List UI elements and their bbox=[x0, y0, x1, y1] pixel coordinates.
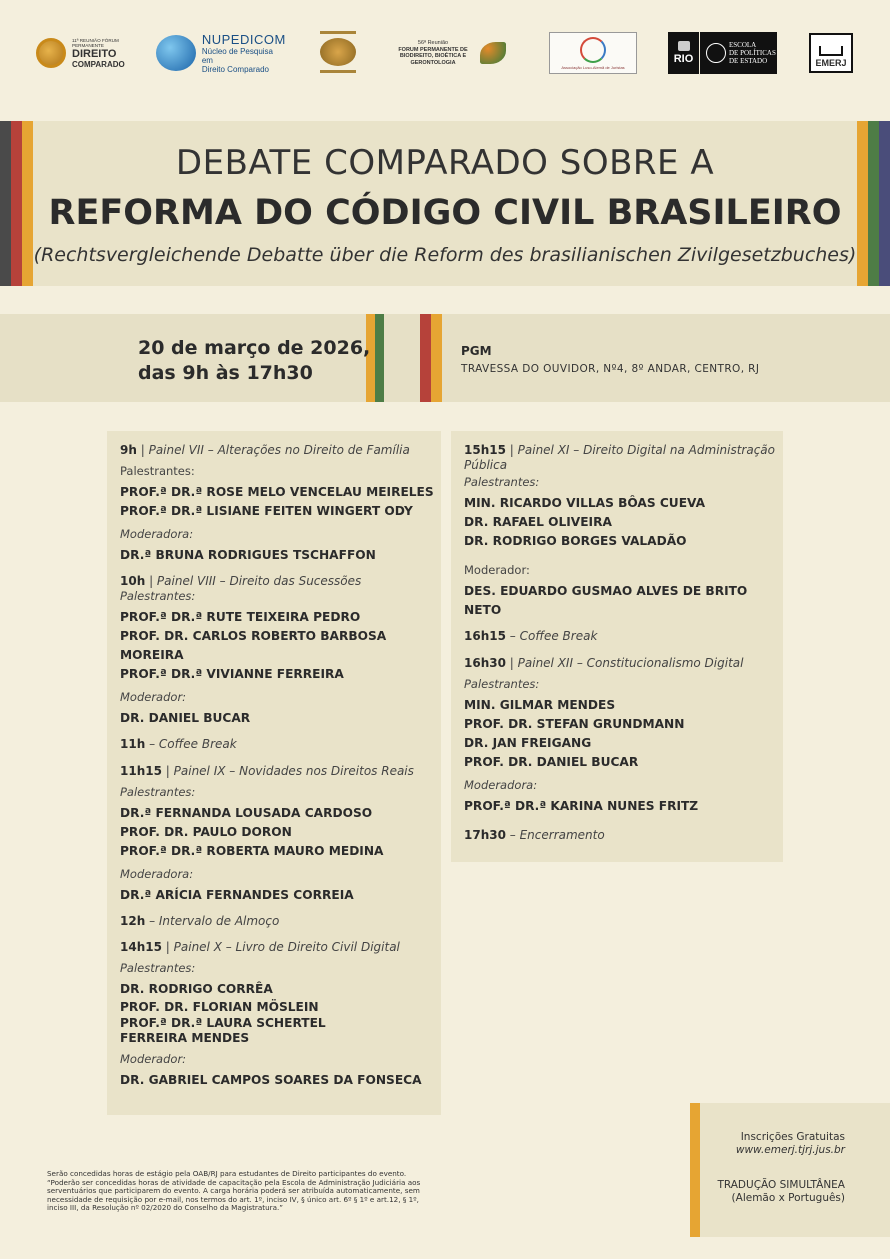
logo-1-subtitle: COMPARADO bbox=[72, 59, 125, 69]
circle-emblem-icon bbox=[580, 37, 606, 63]
speaker: PROF. DR. FLORIAN MÖSLEIN bbox=[120, 1000, 319, 1014]
speakers-list bbox=[464, 494, 779, 551]
seal-bar bbox=[320, 31, 356, 34]
title-german-subtitle: (Rechtsvergleichende Debatte über die Reform des brasilianischen Zivilgesetzbuches) bbox=[33, 244, 857, 266]
speaker: PROF. DR. PAULO DORON bbox=[120, 825, 292, 839]
speakers-label: Palestrantes: bbox=[120, 464, 195, 478]
moderator: DR. GABRIEL CAMPOS SOARES DA FONSECA bbox=[120, 1073, 422, 1087]
stripe-red-venue bbox=[420, 314, 431, 402]
session-time: 10h bbox=[120, 574, 146, 588]
moderator: DR.ª ARÍCIA FERNANDES CORREIA bbox=[120, 888, 354, 902]
speaker: PROF.ª DR.ª VIVIANNE FERREIRA bbox=[120, 667, 344, 681]
registration-website[interactable]: www.emerj.tjrj.jus.br bbox=[735, 1144, 845, 1156]
globe-icon bbox=[156, 35, 196, 71]
speakers-label: Palestrantes: bbox=[120, 589, 196, 603]
nupedicom-subtitle-1: Núcleo de Pesquisa em bbox=[201, 47, 273, 65]
closing-name: – Encerramento bbox=[509, 828, 605, 842]
moderator-label: Moderador: bbox=[464, 563, 530, 577]
session-name: | Painel IX – Novidades nos Direitos Reais bbox=[165, 764, 414, 778]
session-title bbox=[120, 764, 438, 779]
footer-info-box bbox=[690, 1103, 890, 1237]
date-band bbox=[0, 314, 890, 402]
emerj-text: EMERJ bbox=[815, 58, 847, 68]
schedule-left bbox=[120, 443, 438, 1090]
break-title bbox=[464, 629, 779, 644]
event-date-line-2: das 9h às 17h30 bbox=[138, 362, 313, 384]
forum56-line-3: BIODIREITO, BIOÉTICA E bbox=[399, 53, 467, 59]
logo-prefeitura-rio bbox=[668, 32, 699, 74]
session-name: | Painel VII – Alterações no Direito de Família bbox=[140, 443, 410, 457]
session-name: | Painel X – Livro de Direito Civil Digital bbox=[165, 940, 400, 954]
escola-line-3: DE ESTADO bbox=[729, 57, 768, 65]
moderator-label: Moderador: bbox=[120, 690, 187, 704]
speakers-list bbox=[120, 608, 438, 684]
speakers-label: Palestrantes: bbox=[120, 961, 196, 975]
break-time: 12h bbox=[120, 914, 146, 928]
leaf-icon bbox=[480, 42, 506, 64]
escola-line-1: ESCOLA bbox=[729, 41, 757, 49]
speaker: MIN. GILMAR MENDES bbox=[464, 698, 616, 712]
association-name: Associação Luso-Alemã de Juristas bbox=[561, 64, 625, 70]
venue-address: TRAVESSA DO OUVIDOR, Nº4, 8º ANDAR, CENTRO, RJ bbox=[461, 363, 760, 375]
speakers-list bbox=[120, 980, 438, 1046]
break-title bbox=[120, 914, 438, 929]
moderator: PROF.ª DR.ª KARINA NUNES FRITZ bbox=[464, 799, 699, 813]
logo-forum-biodireito bbox=[392, 33, 514, 73]
stripe-green-date bbox=[375, 314, 384, 402]
speaker: PROF.ª DR.ª RUTE TEIXEIRA PEDRO bbox=[120, 610, 361, 624]
logo-emerj bbox=[809, 33, 853, 73]
title-line-1: DEBATE COMPARADO SOBRE A bbox=[175, 143, 715, 183]
registration-label: Inscrições Gratuitas bbox=[740, 1131, 845, 1143]
speaker: PROF.ª DR.ª LAURA SCHERTEL FERREIRA MENDES bbox=[120, 1016, 326, 1045]
logo-1-title: DIREITO bbox=[72, 47, 117, 60]
speaker: DR. JAN FREIGANG bbox=[464, 736, 592, 750]
speaker: PROF. DR. CARLOS ROBERTO BARBOSA MOREIRA bbox=[120, 629, 387, 662]
crest-icon bbox=[678, 41, 690, 51]
speaker: PROF.ª DR.ª ROSE MELO VENCELAU MEIRELES bbox=[120, 485, 434, 499]
closing-title bbox=[464, 828, 779, 843]
title-line-2: REFORMA DO CÓDIGO CIVIL BRASILEIRO bbox=[48, 193, 842, 233]
break-time: 11h bbox=[120, 737, 146, 751]
speaker: DR.ª FERNANDA LOUSADA CARDOSO bbox=[120, 806, 373, 820]
speaker: PROF.ª DR.ª ROBERTA MAURO MEDINA bbox=[120, 844, 384, 858]
speakers-label: Palestrantes: bbox=[120, 785, 196, 799]
session-name: | Painel XI – Direito Digital na Administração Pública bbox=[464, 443, 776, 472]
session-time: 16h30 bbox=[464, 656, 506, 670]
event-date bbox=[138, 336, 370, 386]
moderator: DR.ª BRUNA RODRIGUES TSCHAFFON bbox=[120, 548, 376, 562]
speaker: DR. RODRIGO CORRÊA bbox=[120, 982, 273, 996]
venue-name: PGM bbox=[461, 344, 492, 358]
session-title bbox=[120, 574, 438, 589]
session-name: | Painel VIII – Direito das Sucessões bbox=[149, 574, 362, 588]
session-name: | Painel XII – Constitucionalismo Digital bbox=[509, 656, 744, 670]
break-name: – Intervalo de Almoço bbox=[149, 914, 280, 928]
globe-icon bbox=[36, 38, 66, 68]
session-time: 14h15 bbox=[120, 940, 162, 954]
forum56-line-4: GERONTOLOGIA bbox=[410, 59, 456, 66]
logo-escola-politicas bbox=[700, 32, 777, 74]
logo-1-caption: 11ª REUNIÃO FÓRUM PERMANENTE bbox=[72, 37, 119, 48]
moderator-label: Moderadora: bbox=[120, 527, 194, 541]
moderator: DES. EDUARDO GUSMAO ALVES DE BRITO NETO bbox=[464, 584, 748, 617]
logo-nupedicom bbox=[156, 34, 286, 72]
circle-emblem-icon bbox=[706, 43, 726, 63]
speakers-label: Palestrantes: bbox=[464, 677, 540, 691]
logo-associacao-luso-alema bbox=[549, 32, 637, 74]
closing-time: 17h30 bbox=[464, 828, 506, 842]
moderator-label: Moderador: bbox=[120, 1052, 187, 1066]
book-icon bbox=[819, 46, 843, 56]
speakers-list bbox=[120, 804, 438, 861]
forum56-line-1: 56ª Reunião bbox=[417, 40, 449, 46]
moderator: DR. DANIEL BUCAR bbox=[120, 711, 251, 725]
moderator-label: Moderadora: bbox=[464, 778, 538, 792]
speakers-label: Palestrantes: bbox=[464, 475, 540, 489]
speakers-list bbox=[120, 483, 438, 521]
break-title bbox=[120, 737, 438, 752]
session-title bbox=[464, 656, 779, 671]
speaker: DR. RAFAEL OLIVEIRA bbox=[464, 515, 612, 529]
nupedicom-subtitle-2: Direito Comparado bbox=[201, 65, 269, 74]
session-title bbox=[120, 443, 438, 458]
logo-seal bbox=[316, 26, 360, 78]
translation-languages: (Alemão x Português) bbox=[731, 1192, 845, 1204]
speakers-list bbox=[464, 696, 779, 772]
translation-label: TRADUÇÃO SIMULTÂNEA bbox=[717, 1179, 845, 1191]
escola-line-2: DE POLÍTICAS bbox=[729, 49, 776, 57]
moderator-label: Moderadora: bbox=[120, 867, 194, 881]
nupedicom-title: NUPEDICOM bbox=[201, 32, 286, 47]
session-title bbox=[464, 443, 779, 473]
logo-direito-comparado bbox=[36, 30, 136, 76]
break-name: – Coffee Break bbox=[509, 629, 598, 643]
scales-icon bbox=[320, 38, 356, 66]
speaker: PROF. DR. DANIEL BUCAR bbox=[464, 755, 639, 769]
footnote-text: Serão concedidas horas de estágio pela OAB/RJ para estudantes de Direito participantes do evento. “Poderão ser concedidas horas de atividade de capacitação pela Escola de Administração Judiciária aos serventuários que participarem do evento. A carga horária poderá ser atribuída automaticamente, sem necessidade de requisição por e-mail, nos termos do art. 1º, inciso IV, § único art. 6º § 1º e art.12, § 1º, inciso III, da Resolução nº 02/2020 do Conselho da Magistratura.” bbox=[47, 1169, 421, 1213]
forum56-line-2: FORUM PERMANENTE DE bbox=[398, 46, 468, 53]
session-time: 15h15 bbox=[464, 443, 506, 457]
session-time: 11h15 bbox=[120, 764, 162, 778]
schedule-right bbox=[464, 443, 779, 843]
speaker: PROF. DR. STEFAN GRUNDMANN bbox=[464, 717, 685, 731]
break-name: – Coffee Break bbox=[149, 737, 237, 751]
session-time: 9h bbox=[120, 443, 137, 457]
event-date-line-1: 20 de março de 2026, bbox=[138, 337, 371, 359]
seal-bar bbox=[320, 70, 356, 73]
speaker: MIN. RICARDO VILLAS BÔAS CUEVA bbox=[464, 496, 706, 510]
speaker: PROF.ª DR.ª LISIANE FEITEN WINGERT ODY bbox=[120, 504, 413, 518]
stripe-orange-venue bbox=[431, 314, 442, 402]
break-time: 16h15 bbox=[464, 629, 506, 643]
rio-text: RIO bbox=[673, 53, 694, 65]
footer-stripe-orange bbox=[690, 1103, 700, 1237]
session-title bbox=[120, 940, 438, 955]
speaker: DR. RODRIGO BORGES VALADÃO bbox=[464, 534, 687, 548]
